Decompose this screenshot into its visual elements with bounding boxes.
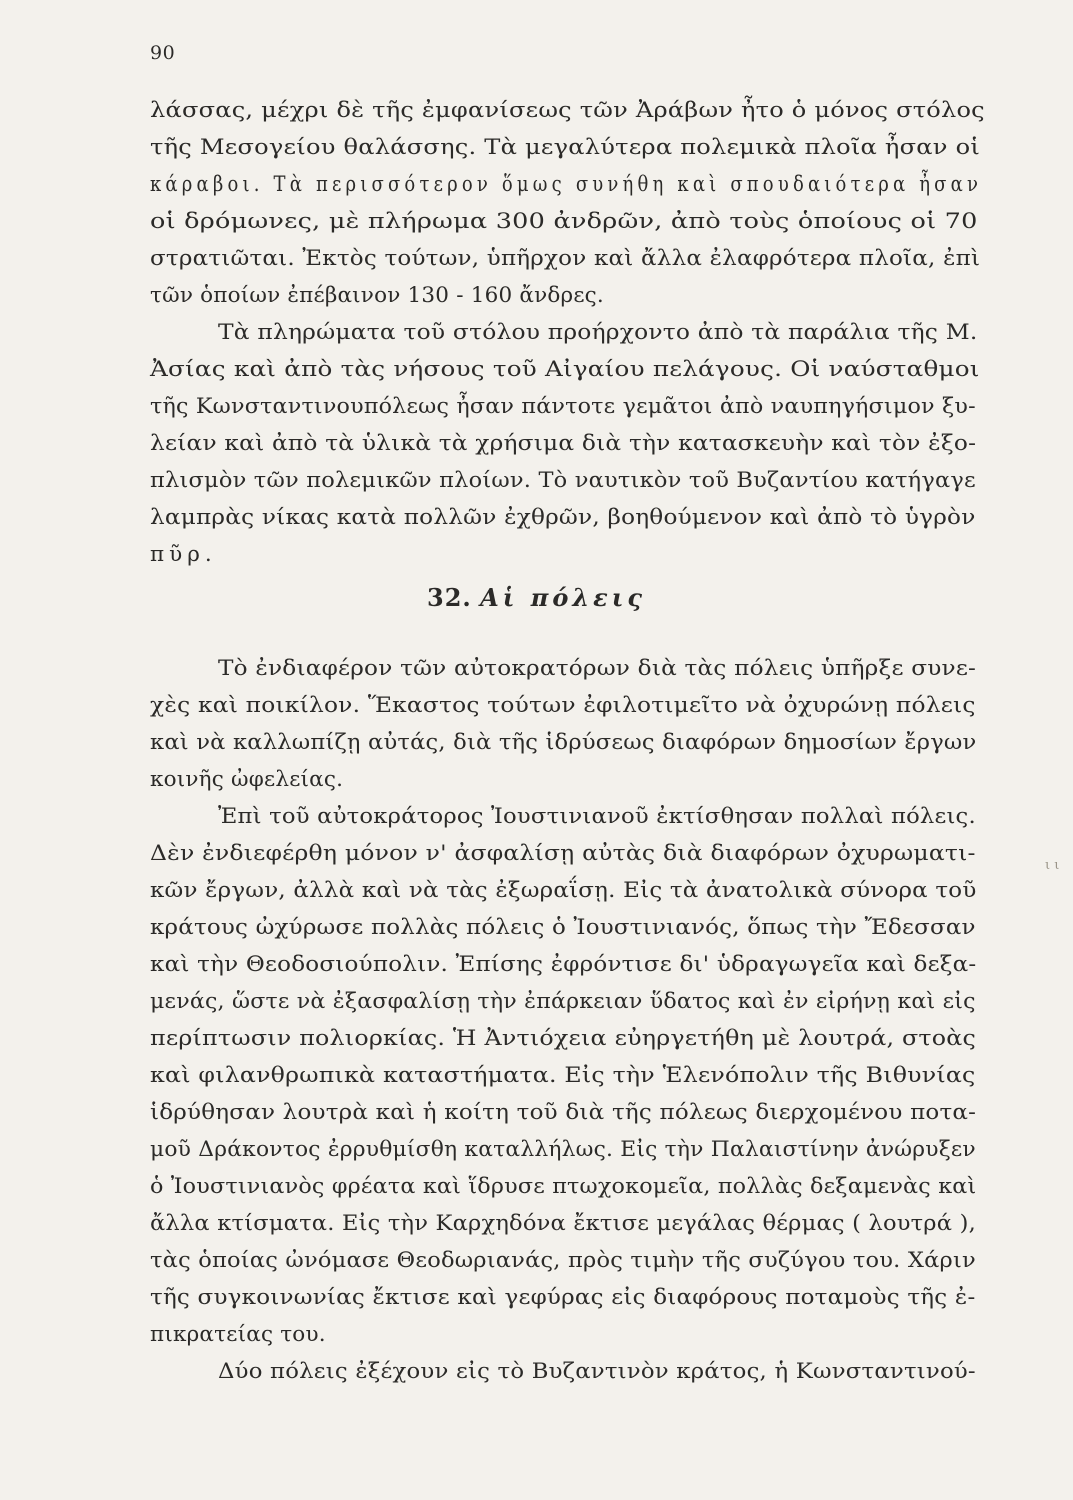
section-title: Αἱ πόλεις — [480, 583, 646, 612]
text-line: λείαν καὶ ἀπὸ τὰ ὑλικὰ τὰ χρήσιμα διὰ τὴν κατασκευὴν καὶ τὸν ἐξο- — [150, 431, 977, 456]
text-line: ἄλλα κτίσματα. Εἰς τὴν Καρχηδόνα ἔκτισε μεγάλας θέρμας ( λουτρά ), — [150, 1211, 976, 1236]
section-heading — [0, 583, 1073, 612]
text-line: τῆς Μεσογείου θαλάσσης. Τὰ μεγαλύτερα πολεμικὰ πλοῖα ἦσαν οἱ — [150, 135, 981, 160]
text-line: κράτους ὠχύρωσε πολλὰς πόλεις ὁ Ἰουστινιανός, ὅπως τὴν Ἔδεσσαν — [150, 915, 976, 940]
text-line: τῆς συγκοινωνίας ἔκτισε καὶ γεφύρας εἰς διαφόρους ποταμοὺς τῆς ἐ- — [150, 1285, 976, 1310]
text-line: Δύο πόλεις ἐξέχουν εἰς τὸ Βυζαντινὸν κράτος, ἡ Κωνσταντινού- — [218, 1359, 976, 1384]
page-number: 90 — [150, 42, 176, 64]
text-line: τῆς Κωνσταντινουπόλεως ἦσαν πάντοτε γεμᾶτοι ἀπὸ ναυπηγήσιμον ξυ- — [150, 394, 976, 419]
text-line: πλισμὸν τῶν πολεμικῶν πλοίων. Τὸ ναυτικὸν τοῦ Βυζαντίου κατήγαγε — [150, 468, 976, 493]
text-line: κάραβοι. Τὰ περισσότερον ὅμως συνήθη καὶ σπουδαιότερα ἦσαν — [150, 172, 983, 197]
text-line: ἱδρύθησαν λουτρὰ καὶ ἡ κοίτη τοῦ διὰ τῆς πόλεως διερχομένου ποτα- — [150, 1100, 977, 1125]
text-line: οἱ δρόμωνες, μὲ πλήρωμα 300 ἀνδρῶν, ἀπὸ τοὺς ὁποίους οἱ 70 — [150, 209, 978, 234]
text-line: Τὰ πληρώματα τοῦ στόλου προήρχοντο ἀπὸ τὰ παράλια τῆς Μ. — [218, 320, 978, 345]
text-line: Τὸ ἐνδιαφέρον τῶν αὐτοκρατόρων διὰ τὰς πόλεις ὑπῆρξε συνε- — [218, 656, 977, 681]
text-line: καὶ νὰ καλλωπίζῃ αὐτάς, διὰ τῆς ἱδρύσεως διαφόρων δημοσίων ἔργων — [150, 730, 977, 755]
text-line: καὶ φιλανθρωπικὰ καταστήματα. Εἰς τὴν Ἑλενόπολιν τῆς Βιθυνίας — [150, 1063, 976, 1088]
text-line: κοινῆς ὠφελείας. — [150, 767, 344, 792]
margin-mark: ι ι — [1045, 858, 1060, 873]
text-line: περίπτωσιν πολιορκίας. Ἡ Ἀντιόχεια εὐηργετήθη μὲ λουτρά, στοὰς — [150, 1026, 977, 1051]
text-line: πῦρ. — [150, 542, 217, 567]
text-line: κῶν ἔργων, ἀλλὰ καὶ νὰ τὰς ἐξωραΐσῃ. Εἰς τὰ ἀνατολικὰ σύνορα τοῦ — [150, 878, 977, 903]
text-line: λάσσας, μέχρι δὲ τῆς ἐμφανίσεως τῶν Ἀράβων ἦτο ὁ μόνος στόλος — [150, 98, 985, 123]
text-line: Ἀσίας καὶ ἀπὸ τὰς νήσους τοῦ Αἰγαίου πελάγους. Οἱ ναύσταθμοι — [150, 357, 980, 382]
text-line: ὁ Ἰουστινιανὸς φρέατα καὶ ἵδρυσε πτωχοκομεῖα, πολλὰς δεξαμενὰς καὶ — [150, 1174, 977, 1199]
text-line: μενάς, ὥστε νὰ ἐξασφαλίσῃ τὴν ἐπάρκειαν ὕδατος καὶ ἐν εἰρήνῃ καὶ εἰς — [150, 989, 976, 1014]
text-line: καὶ τὴν Θεοδοσιούπολιν. Ἐπίσης ἐφρόντισε δι' ὑδραγωγεῖα καὶ δεξα- — [150, 952, 977, 977]
section-number: 32. — [427, 583, 472, 612]
text-line: Δὲν ἐνδιεφέρθη μόνον ν' ἀσφαλίσῃ αὐτὰς διὰ διαφόρων ὀχυρωματι- — [150, 841, 976, 866]
text-line: τῶν ὁποίων ἐπέβαινον 130 - 160 ἄνδρες. — [150, 283, 604, 308]
text-line: τὰς ὁποίας ὠνόμασε Θεοδωριανάς, πρὸς τιμὴν τῆς συζύγου του. Χάριν — [150, 1248, 976, 1273]
text-line: μοῦ Δράκοντος ἐρρυθμίσθη καταλλήλως. Εἰς τὴν Παλαιστίνην ἀνώρυξεν — [150, 1137, 976, 1162]
text-line: Ἐπὶ τοῦ αὐτοκράτορος Ἰουστινιανοῦ ἐκτίσθησαν πολλαὶ πόλεις. — [218, 804, 976, 829]
text-line: χὲς καὶ ποικίλον. Ἕκαστος τούτων ἐφιλοτιμεῖτο νὰ ὀχυρώνῃ πόλεις — [150, 693, 976, 718]
text-line: λαμπρὰς νίκας κατὰ πολλῶν ἐχθρῶν, βοηθούμενον καὶ ἀπὸ τὸ ὑγρὸν — [150, 505, 976, 530]
text-line: στρατιῶται. Ἐκτὸς τούτων, ὑπῆρχον καὶ ἄλλα ἐλαφρότερα πλοῖα, ἐπὶ — [150, 246, 981, 271]
text-line: πικρατείας του. — [150, 1322, 326, 1347]
